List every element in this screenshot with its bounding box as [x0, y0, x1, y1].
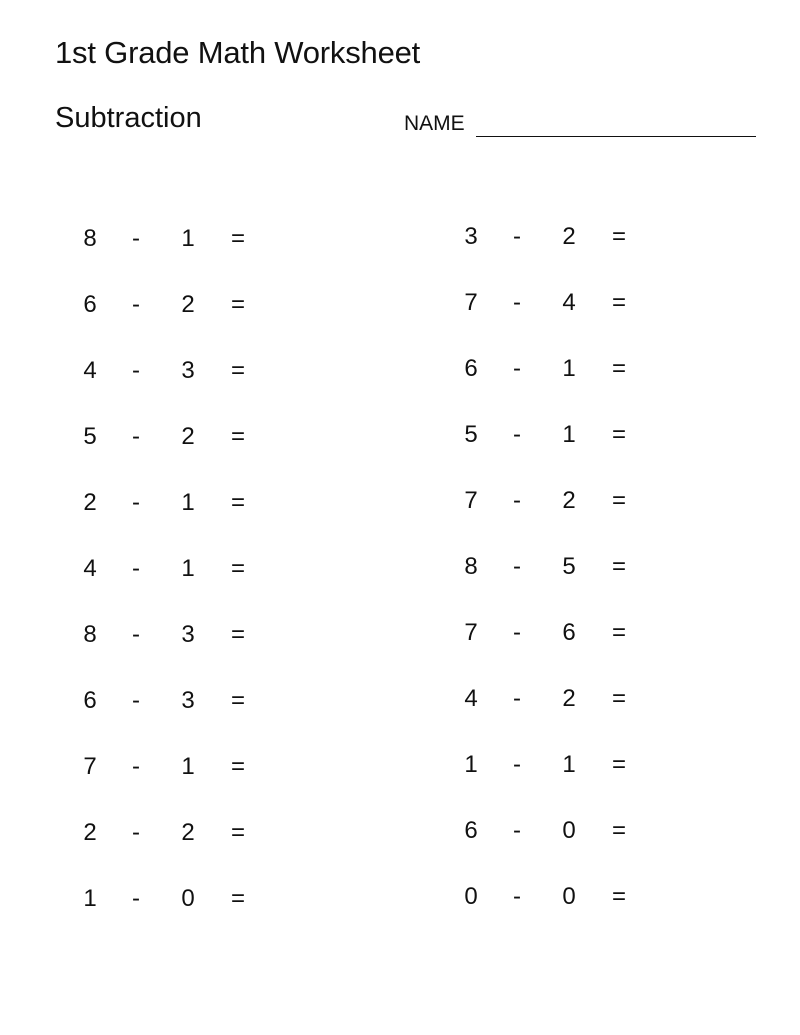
minus-sign: - [513, 685, 521, 712]
minuend: 1 [83, 885, 97, 912]
equals-sign: = [611, 553, 626, 580]
equals-sign: = [230, 555, 245, 582]
minuend: 7 [464, 289, 478, 316]
minuend: 6 [464, 355, 478, 382]
subtrahend: 1 [562, 751, 576, 778]
minus-sign: - [513, 619, 521, 646]
name-field[interactable] [404, 110, 756, 144]
subtrahend: 1 [181, 225, 195, 252]
minuend: 7 [464, 619, 478, 646]
minus-sign: - [513, 883, 521, 910]
subtrahend: 2 [181, 819, 195, 846]
equals-sign: = [611, 289, 626, 316]
worksheet-title: 1st Grade Math Worksheet [55, 35, 421, 70]
subtrahend: 3 [181, 687, 195, 714]
problem-row [70, 552, 270, 618]
worksheet-subtitle: Subtraction [55, 102, 202, 134]
equals-sign: = [611, 421, 626, 448]
minus-sign: - [513, 817, 521, 844]
minuend: 8 [83, 225, 97, 252]
minuend: 4 [83, 555, 97, 582]
minuend: 6 [83, 687, 97, 714]
equals-sign: = [230, 687, 245, 714]
subtrahend: 1 [562, 355, 576, 382]
problem-row [70, 750, 270, 816]
equals-sign: = [230, 621, 245, 648]
minuend: 5 [83, 423, 97, 450]
problem-row [70, 420, 270, 486]
minuend: 6 [83, 291, 97, 318]
problem-row [70, 354, 270, 420]
equals-sign: = [230, 357, 245, 384]
minuend: 4 [464, 685, 478, 712]
minus-sign: - [132, 687, 140, 714]
subtrahend: 2 [562, 223, 576, 250]
problem-row [451, 814, 651, 880]
minus-sign: - [132, 819, 140, 846]
equals-sign: = [230, 753, 245, 780]
minus-sign: - [132, 555, 140, 582]
equals-sign: = [230, 225, 245, 252]
subtrahend: 0 [562, 817, 576, 844]
problem-column-right [451, 220, 651, 946]
problem-row [70, 684, 270, 750]
minuend: 6 [464, 817, 478, 844]
problem-row [451, 550, 651, 616]
subtrahend: 2 [181, 423, 195, 450]
minus-sign: - [513, 751, 521, 778]
problem-row [70, 288, 270, 354]
subtrahend: 1 [181, 555, 195, 582]
minus-sign: - [132, 225, 140, 252]
minus-sign: - [132, 291, 140, 318]
minuend: 3 [464, 223, 478, 250]
equals-sign: = [230, 819, 245, 846]
equals-sign: = [611, 883, 626, 910]
subtrahend: 2 [181, 291, 195, 318]
equals-sign: = [611, 355, 626, 382]
subtrahend: 2 [562, 685, 576, 712]
equals-sign: = [611, 619, 626, 646]
equals-sign: = [611, 487, 626, 514]
equals-sign: = [611, 685, 626, 712]
minuend: 8 [83, 621, 97, 648]
minus-sign: - [132, 423, 140, 450]
minuend: 2 [83, 489, 97, 516]
problem-row [451, 220, 651, 286]
subtrahend: 6 [562, 619, 576, 646]
minus-sign: - [513, 223, 521, 250]
equals-sign: = [611, 751, 626, 778]
problem-row [70, 816, 270, 882]
subtrahend: 5 [562, 553, 576, 580]
minus-sign: - [132, 489, 140, 516]
equals-sign: = [230, 885, 245, 912]
subtrahend: 1 [562, 421, 576, 448]
problem-row [451, 682, 651, 748]
minuend: 0 [464, 883, 478, 910]
equals-sign: = [611, 817, 626, 844]
minuend: 7 [464, 487, 478, 514]
minuend: 2 [83, 819, 97, 846]
minus-sign: - [513, 421, 521, 448]
subtrahend: 3 [181, 621, 195, 648]
minuend: 4 [83, 357, 97, 384]
problem-column-left [70, 222, 270, 948]
minus-sign: - [132, 621, 140, 648]
subtrahend: 4 [562, 289, 576, 316]
minuend: 5 [464, 421, 478, 448]
minus-sign: - [513, 487, 521, 514]
problem-row [451, 286, 651, 352]
minuend: 7 [83, 753, 97, 780]
problem-row [70, 882, 270, 948]
problem-row [70, 222, 270, 288]
subtrahend: 0 [562, 883, 576, 910]
name-label: NAME [404, 112, 465, 135]
subtrahend: 0 [181, 885, 195, 912]
problem-row [70, 486, 270, 552]
minus-sign: - [513, 553, 521, 580]
equals-sign: = [611, 223, 626, 250]
minus-sign: - [513, 289, 521, 316]
equals-sign: = [230, 489, 245, 516]
name-write-line[interactable] [476, 136, 756, 137]
minuend: 1 [464, 751, 478, 778]
minus-sign: - [513, 355, 521, 382]
minus-sign: - [132, 885, 140, 912]
problem-row [451, 484, 651, 550]
problem-row [451, 352, 651, 418]
minuend: 8 [464, 553, 478, 580]
equals-sign: = [230, 291, 245, 318]
minus-sign: - [132, 753, 140, 780]
problem-row [70, 618, 270, 684]
problem-row [451, 418, 651, 484]
minus-sign: - [132, 357, 140, 384]
problem-row [451, 880, 651, 946]
problem-row [451, 748, 651, 814]
equals-sign: = [230, 423, 245, 450]
subtrahend: 2 [562, 487, 576, 514]
subtrahend: 1 [181, 753, 195, 780]
subtrahend: 1 [181, 489, 195, 516]
problem-row [451, 616, 651, 682]
subtrahend: 3 [181, 357, 195, 384]
